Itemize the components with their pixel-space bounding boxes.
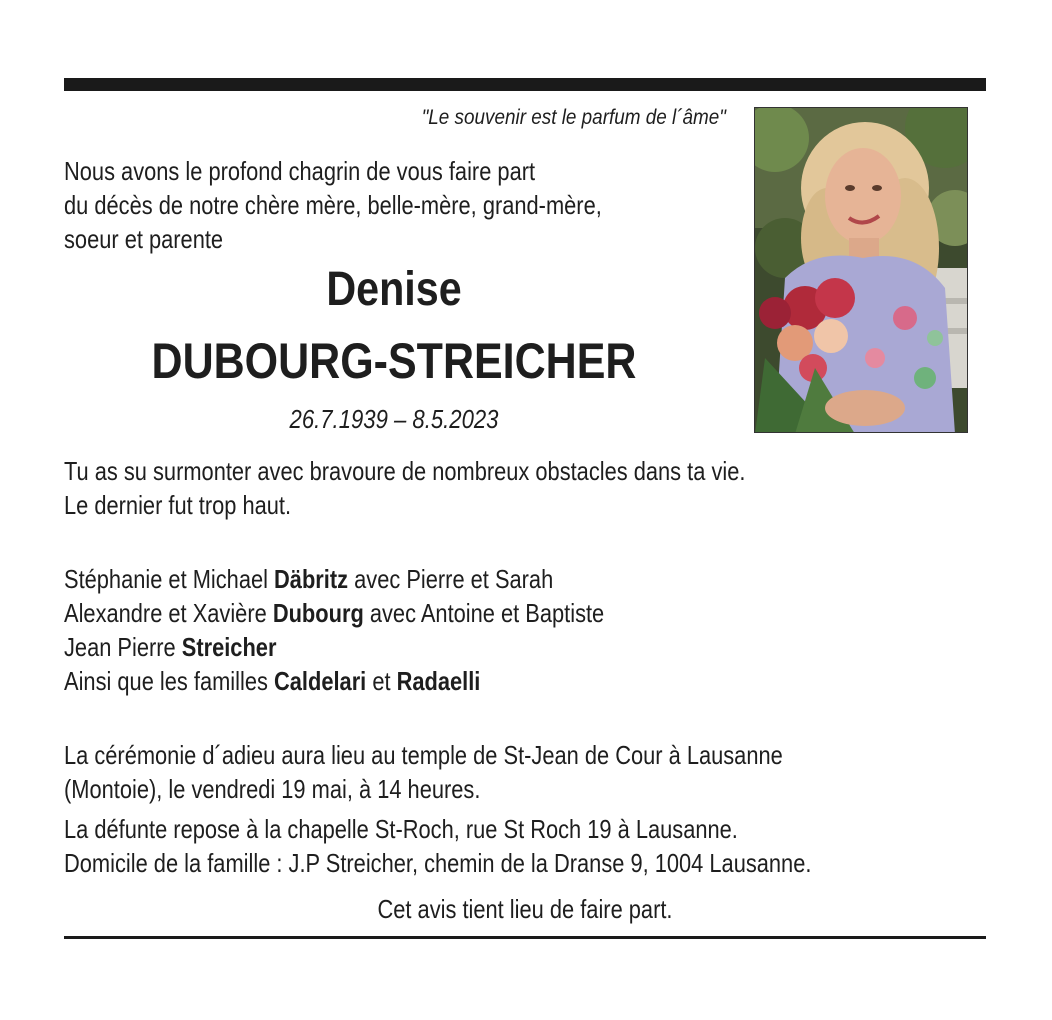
family-text: Stéphanie et Michael (64, 564, 275, 594)
family-line-4 (64, 664, 480, 698)
ceremony-line-1: La cérémonie d´adieu aura lieu au temple de St-Jean de Cour à Lausanne (64, 740, 783, 770)
top-rule (64, 78, 986, 91)
deceased-first-name: Denise (326, 263, 462, 316)
family-surname: Dubourg (272, 598, 364, 628)
intro-line-1: Nous avons le profond chagrin de vous faire part (64, 156, 536, 186)
life-dates: 26.7.1939 – 8.5.2023 (289, 404, 499, 434)
family-surname: Däbritz (274, 564, 349, 594)
closing-note: Cet avis tient lieu de faire part. (377, 894, 673, 924)
epigraph-quote: "Le souvenir est le parfum de l´âme" (421, 106, 726, 129)
portrait-illustration (755, 108, 968, 433)
ceremony-line-2: (Montoie), le vendredi 19 mai, à 14 heures. (64, 774, 481, 804)
intro-line-3: soeur et parente (64, 224, 224, 254)
family-surname: Radaelli (396, 666, 481, 696)
family-text: avec Antoine et Baptiste (363, 598, 605, 628)
family-surname: Streicher (181, 632, 277, 662)
family-text: Jean Pierre (64, 632, 182, 662)
family-text: Ainsi que les familles (64, 666, 274, 696)
bottom-rule (64, 936, 986, 939)
message-line-2: Le dernier fut trop haut. (64, 490, 292, 520)
family-line-1 (64, 562, 553, 596)
family-line-2 (64, 596, 604, 630)
family-surname: Caldelari (274, 666, 367, 696)
family-text: avec Pierre et Sarah (348, 564, 554, 594)
message-line-1: Tu as su surmonter avec bravoure de nombreux obstacles dans ta vie. (64, 456, 746, 486)
family-text: Alexandre et Xavière (64, 598, 273, 628)
family-line-3 (64, 630, 276, 664)
ceremony-line-4: Domicile de la famille : J.P Streicher, chemin de la Dranse 9, 1004 Lausanne. (64, 848, 812, 878)
intro-line-2: du décès de notre chère mère, belle-mère, grand-mère, (64, 190, 602, 220)
family-text: et (366, 666, 397, 696)
ceremony-line-3: La défunte repose à la chapelle St-Roch, rue St Roch 19 à Lausanne. (64, 814, 738, 844)
portrait-photo (754, 107, 968, 433)
deceased-last-name: DUBOURG-STREICHER (151, 333, 637, 389)
